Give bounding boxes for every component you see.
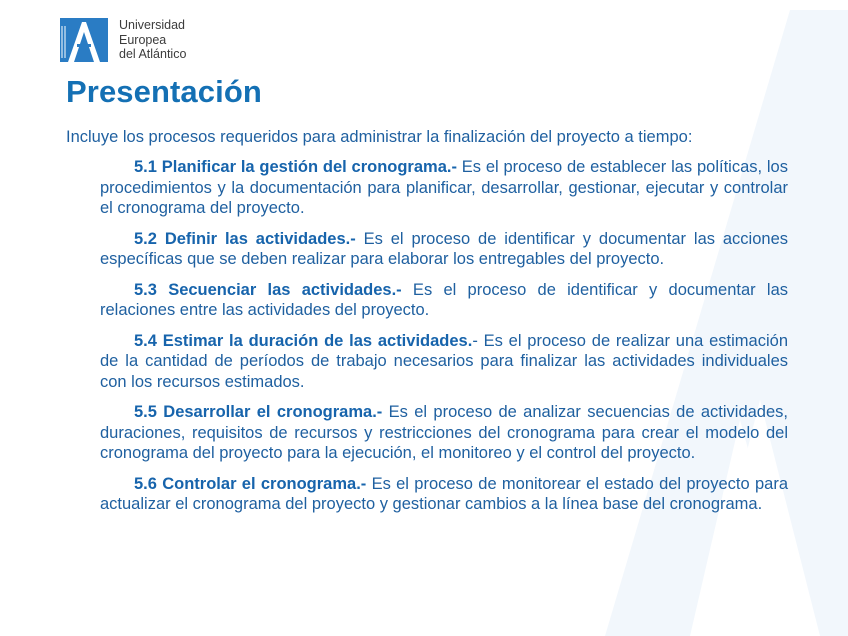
process-title: 5.2 Definir las actividades.- (134, 229, 356, 248)
process-title: 5.1 Planificar la gestión del cronograma.- (134, 158, 457, 176)
process-item-5-3 (100, 280, 788, 321)
process-description: Es el proceso de monitorear el estado del proyecto para actualizar el cronograma del proyecto y gestionar cambios a la línea base del cronograma. (100, 474, 788, 513)
process-item-5-6 (100, 474, 788, 515)
process-title: 5.5 Desarrollar el cronograma.- (134, 403, 383, 421)
logo-line-2: Europea (119, 32, 167, 47)
process-list (100, 157, 788, 525)
process-item-5-1 (100, 157, 788, 219)
process-description: Es el proceso de analizar secuencias de actividades, duraciones, requisitos de recursos y restricciones del cronograma para crear el modelo del cronograma del proyecto para la ejecución, el monitoreo y el control del proyecto. (100, 403, 788, 462)
logo-line-1: Universidad (119, 18, 186, 32)
process-item-5-5 (100, 402, 788, 464)
university-logo (60, 18, 230, 64)
page-title: Presentación (66, 74, 262, 109)
intro-text: Incluye los procesos requeridos para administrar la finalización del proyecto a tiempo: (66, 128, 693, 146)
logo-text (119, 18, 186, 62)
process-title: 5.4 Estimar la duración de las actividades. (134, 331, 473, 350)
logo-a-icon (60, 18, 108, 62)
process-item-5-4 (100, 331, 788, 393)
process-title: 5.6 Controlar el cronograma.- (134, 474, 367, 493)
process-title: 5.3 Secuenciar las actividades.- (134, 280, 402, 299)
process-description: - Es el proceso de realizar una estimación de la cantidad de períodos de trabajo necesarios para finalizar las actividades individuales con los recursos estimados. (100, 331, 788, 391)
process-description: Es el proceso de establecer las políticas, los procedimientos y la documentación para planificar, desarrollar, gestionar, ejecutar y controlar el cronograma del proyecto. (100, 158, 788, 217)
logo-line-3: del Atlántico (119, 47, 187, 61)
process-item-5-2 (100, 229, 788, 270)
process-description: Es el proceso de identificar y documentar las acciones específicas que se deben realizar para elaborar los entregables del proyecto. (100, 229, 789, 268)
process-description: Es el proceso de identificar y documentar las relaciones entre las actividades del proyecto. (100, 280, 788, 319)
